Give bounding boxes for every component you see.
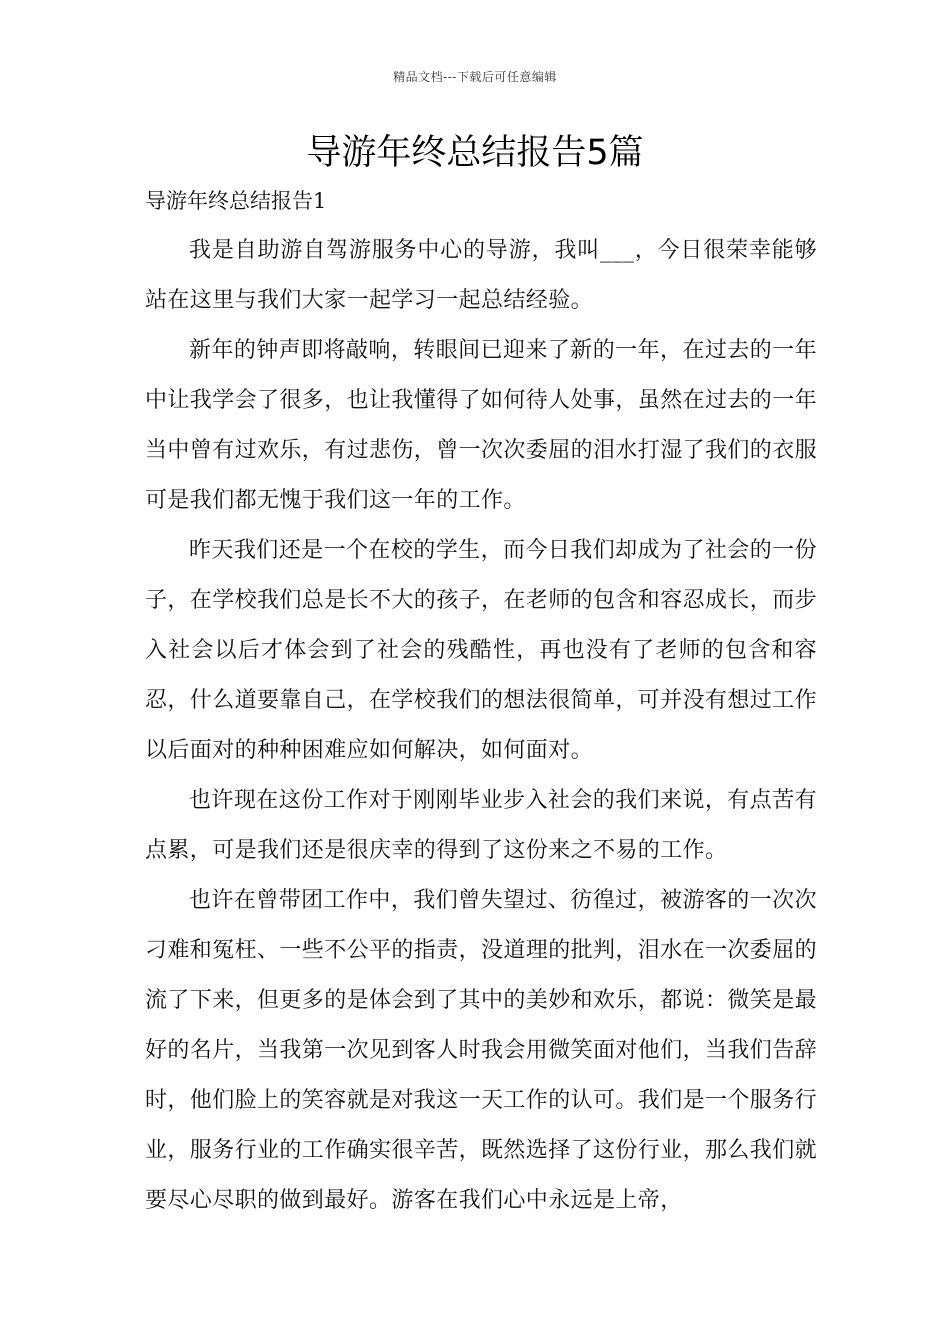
document-title: 导游年终总结报告5篇 xyxy=(306,133,644,173)
paragraph-4: 也许现在这份工作对于刚刚毕业步入社会的我们来说，有点苦有点累，可是我们还是很庆幸的得到了这份来之不易的工作。 xyxy=(145,788,817,863)
section-heading: 导游年终总结报告1 xyxy=(145,189,327,213)
paragraph-2: 新年的钟声即将敲响，转眼间已迎来了新的一年，在过去的一年中让我学会了很多，也让我懂得了如何待人处事，虽然在过去的一年当中曾有过欢乐，有过悲伤，曾一次次委屈的泪水打湿了我们的衣服可是我们都无愧于我们这一年的工作。 xyxy=(145,338,818,513)
document-body xyxy=(145,226,817,1226)
paragraph-5: 也许在曾带团工作中，我们曾失望过、彷徨过，被游客的一次次刁难和冤枉、一些不公平的指责，没道理的批判，泪水在一次委屈的流了下来，但更多的是体会到了其中的美妙和欢乐，都说：微笑是最好的名片，当我第一次见到客人时我会用微笑面对他们，当我们告辞时，他们脸上的笑容就是对我这一天工作的认可。我们是一个服务行业，服务行业的工作确实很辛苦，既然选择了这份行业，那么我们就要尽心尽职的做到最好。游客在我们心中永远是上帝， xyxy=(145,888,818,1213)
paragraph-1: 我是自助游自驾游服务中心的导游，我叫___，今日很荣幸能够站在这里与我们大家一起学习一起总结经验。 xyxy=(145,238,817,313)
header-note: 精品文档---下载后可任意编辑 xyxy=(393,70,557,84)
paragraph-3: 昨天我们还是一个在校的学生，而今日我们却成为了社会的一份子，在学校我们总是长不大的孩子，在老师的包含和容忍成长，而步入社会以后才体会到了社会的残酷性，再也没有了老师的包含和容忍，什么道要靠自己，在学校我们的想法很简单，可并没有想过工作以后面对的种种困难应如何解决，如何面对。 xyxy=(145,538,818,763)
